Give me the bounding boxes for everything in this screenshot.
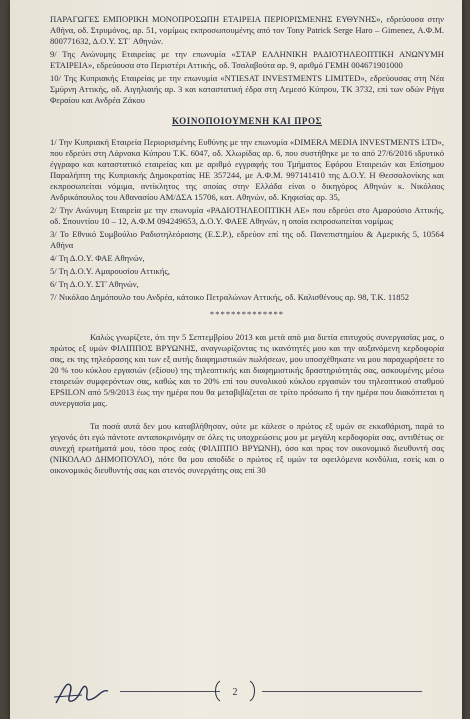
recipient-6: 6/ Τη Δ.Ο.Υ. ΣΤ΄Αθηνών, <box>50 279 139 289</box>
right-bracket-icon <box>246 679 260 703</box>
footer-rule-left <box>120 691 220 692</box>
body-paragraph-1: Καλώς γνωρίζετε, ότι την 5 Σεπτεμβρίου 2013 και μετά από μια διετία επιτυχούς συνεργασίας μας, ο πρώτος εξ υμών ΦΙΛΙΠΠΟΣ ΒΡΥΩΝΗΣ, αναγνωρίζοντας τις ικανότητές μου και την αυξανόμενη κερδοφορία σας, εκ της τηλεόρασης και των εξ αυτής διαφημιστικών πωλήσεων, μου υποσχέθηκατε να μου παραχωρήσετε το 20 % του κύκλου εργασιών (εξίσου) της τηλεοπτικής και διαφημιστικής δραστηριότητάς σας, ασκουμένης μέσω εταιρειών συμφερόντων σας, καθώς και το 20% επί του συνολικού κύκλου εργασιών του τηλεοπτικού σταθμού EPSILON από 5/9/2013 έως την ημέρα που θα μεταβιβάζεται σε τρίτο πρόσωπο ή την ημέρα που διακόπτεται η συνεργασία μας. <box>50 332 444 408</box>
signature-icon <box>52 673 112 711</box>
paragraph-item-10: 10/ Της Κυπριακής Εταιρείας με την επωνυμία «NTIESAT INVESTMENTS LIMITED», εδρεύουσας στη Νέα Σμύρνη Αττικής, οδ. Αιγηλιαιής αρ. 3 και καταστατική έδρα στη Λεμεσό Κύπρου, ΤΚ 3732, επί των οδών Ρήγα Φεραίου και Ανδρέα Ζάκου <box>50 73 444 105</box>
recipient-1: 1/ Την Κυπριακή Εταιρεία Περιορισμένης Ευθύνης με την επωνυμία «DIMERA MEDIA INVESTMENTS LTD», που εδρεύει στη Λάρνακα Κύπρου Τ.Κ. 6047, οδ. Χλωρίδας αρ. 6, που συστήθηκε με το από 27/6/2016 ιδρυτικό έγγραφο και καταστατικό εταιρείας και με αριθμό εγγραφής του Τμήματος Εφόρου Εταιρειών και Επίσημου Παραλήπτη της Κυπριακής Δημοκρατίας ΗΕ 357244, με Α.Φ.Μ. 997141410 της Δ.Ο.Υ. Η Θεσσαλονίκης και εκπροσωπείται νόμιμα, αντίκλητος της οποίας στην Ελλάδα είναι ο δικηγόρος Αθηνών κ. Νικόλαος Ανδρικόπουλος του Αθανασίου ΑΜ/ΔΣΑ 15706, κατ. Αθηνών, οδ. Κηφισίας αρ. 35, <box>50 137 444 202</box>
document-page <box>10 0 462 719</box>
separator-stars: ************** <box>209 309 285 319</box>
recipient-4: 4/ Τη Δ.Ο.Υ. ΦΑΕ Αθηνών, <box>50 253 145 263</box>
page-footer <box>10 673 462 713</box>
section-heading: ΚΟΙΝΟΠΟΙΟΥΜΕΝΗ ΚΑΙ ΠΡΟΣ <box>171 116 323 126</box>
document-text <box>50 14 444 478</box>
recipient-7: 7/ Νικόλαο Δημόπουλο του Ανδρέα, κάτοικο Πετραλώνων Αττικής, οδ. Καλισθένους αρ. 98, Τ.Κ. 11852 <box>50 292 410 302</box>
footer-rule-right <box>262 691 422 692</box>
paragraph-item-9: 9/ Της Ανώνυμης Εταιρείας με την επωνυμία «ΣΤΑΡ ΕΛΛΗΝΙΚΗ ΡΑΔΙΟΤΗΛΕΟΠΤΙΚΗ ΑΝΩΝΥΜΗ ΕΤΑΙΡΕΙΑ», εδρεύουσα στο Περιστέρι Αττικής, οδ. Τσαλαβούτα αρ. 9, αριθμό ΓΕΜΗ 004671901000 <box>50 49 444 70</box>
paragraph-header-continuation: ΠΑΡΑΓΩΓΕΣ ΕΜΠΟΡΙΚΗ ΜΟΝΟΠΡΟΣΩΠΗ ΕΤΑΙΡΕΙΑ ΠΕΡΙΟΡΙΣΜΕΝΗΣ ΕΥΘΥΝΗΣ», εδρεύουσα στην Αθήνα, οδ. Στρυμόνος, αρ. 51, νομίμως εκπροσωπουμένης από τον Tony Patrick Serge Haro – Gimenez, Α.Φ.Μ. 800771632, Δ.Ο.Υ. ΣΤ΄ Αθηνών. <box>50 14 444 46</box>
paragraph-gap <box>50 411 444 421</box>
recipient-2: 2/ Την Ανώνυμη Εταιρεία με την επωνυμία «ΡΑΔΙΟΤΗΛΕΟΠΤΙΚΗ ΑΕ» που εδρεύει στο Αμαρούσιο Αττικής, οδ. Σπουντίου 10 – 12, Α.Φ.Μ 094249653, Δ.Ο.Υ. ΦΑΕΕ Αθηνών, η οποία εκπροσωπείται νομίμως <box>50 205 444 226</box>
page-number: 2 <box>232 687 238 698</box>
recipient-3: 3/ Το Εθνικό Συμβούλιο Ραδιοτηλεόρασης (Ε.Σ.Ρ.), εδρεύον επί της οδ. Πανεπιστημίου & Αμερικής 5, 10564 Αθήνα <box>50 229 444 250</box>
body-paragraph-2: Τα ποσά αυτά δεν μου καταβλήθησαν, ούτε με κάλεσε ο πρώτος εξ υμών σε εκκαθάριση, παρά το γεγονός ότι εγώ πάντοτε ανταποκρινόμην σε όλες τις υποχρεώσεις μου με μεγάλη κερδοφορία σας, αντιθέτως σε συνεχή ερωτήματά μου, τόσο προς εσάς (ΦΙΛΙΠΠΟ ΒΡΥΩΝΗ), όσο και προς τον οικονομικό διευθυντή σας (ΝΙΚΟΛΑΟ ΔΗΜΟΠΟΥΛΟ), πότε θα μου αποδίδε ο πρώτος εξ υμών τα οφειλόμενα κονδύλια, εσείς και ο οικονομικός διευθυντής σας και στενός συνεργάτης σας επί 30 <box>50 421 444 475</box>
recipient-5: 5/ Τη Δ.Ο.Υ. Αμαρουσίου Αττικής, <box>50 266 170 276</box>
